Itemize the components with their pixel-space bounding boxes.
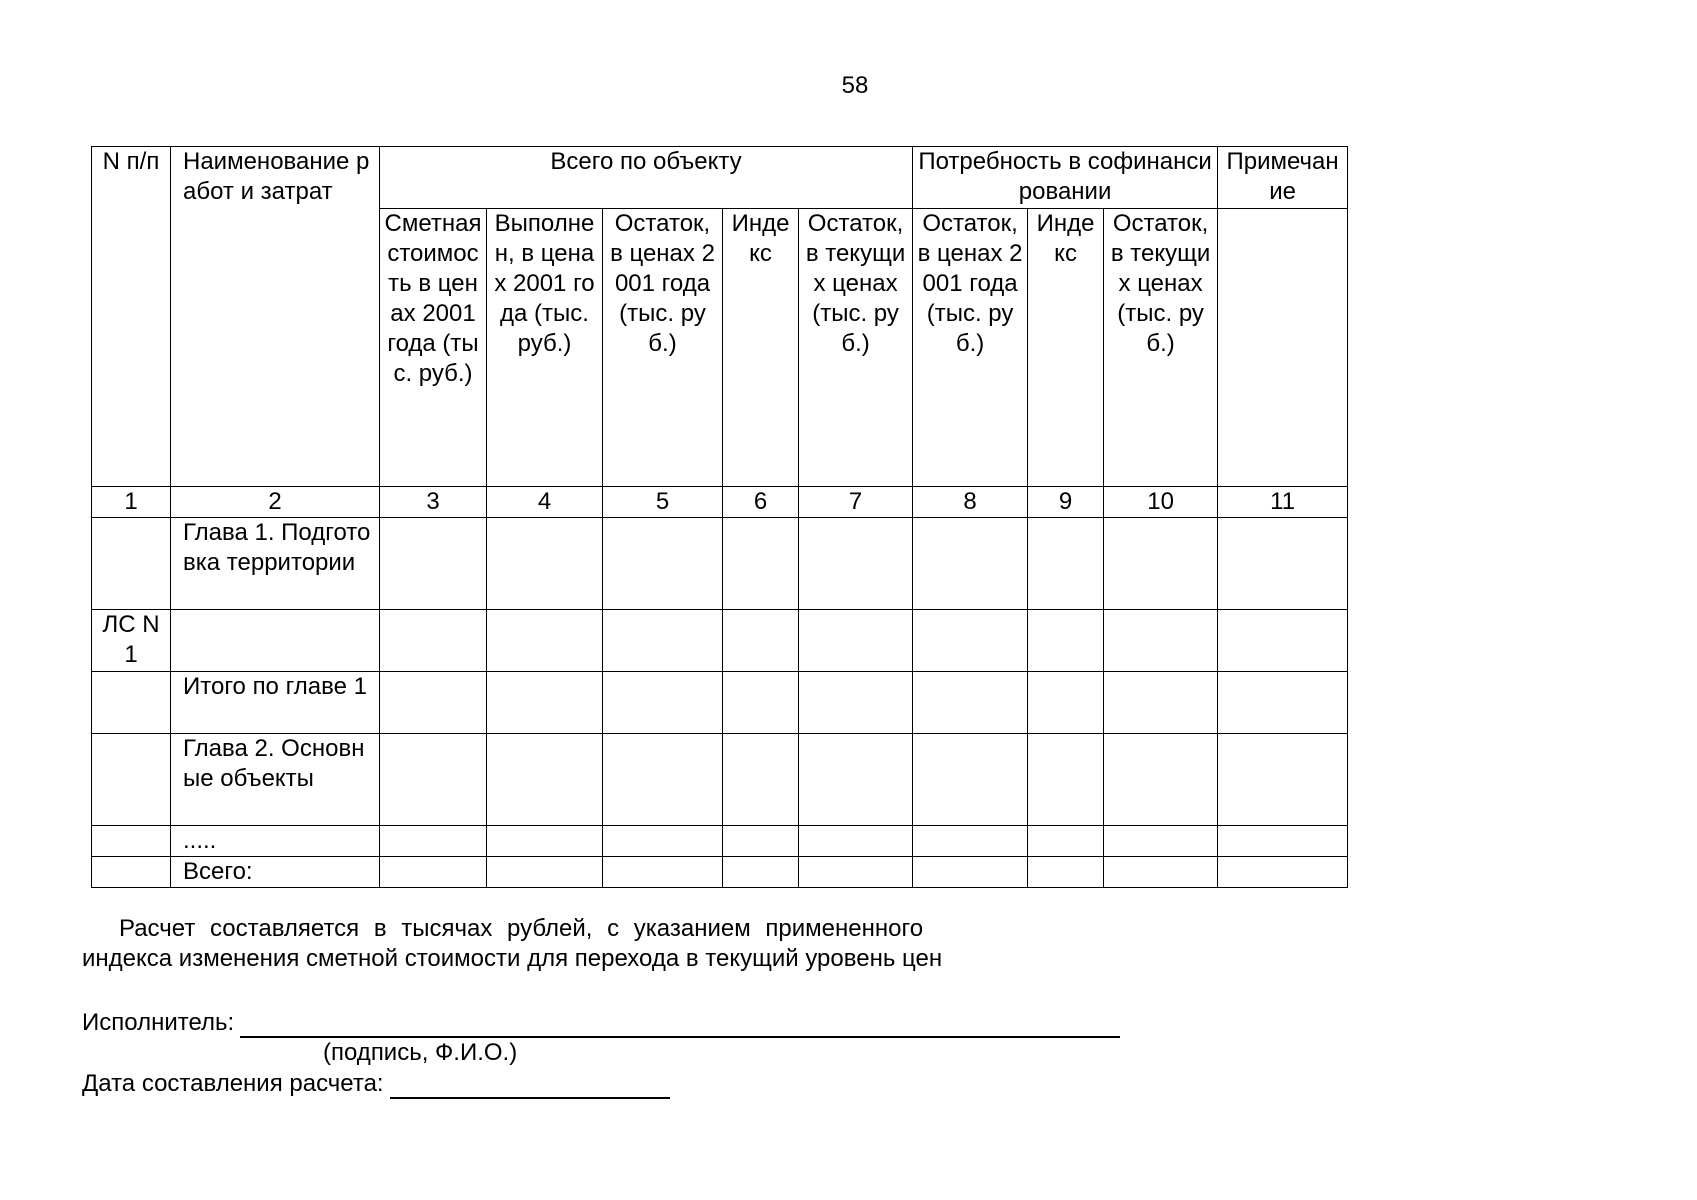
row-number xyxy=(92,857,171,888)
header-total-group: Всего по объекту xyxy=(380,147,913,209)
date-row xyxy=(82,1069,670,1099)
header-note: Примечание xyxy=(1218,147,1348,209)
executor-label: Исполнитель: xyxy=(82,1009,235,1036)
table-cell xyxy=(603,826,723,857)
table-cell xyxy=(487,518,603,610)
table-cell xyxy=(913,610,1028,672)
table-cell xyxy=(913,826,1028,857)
table-cell xyxy=(1028,826,1104,857)
table-cell xyxy=(799,826,913,857)
table-cell xyxy=(380,734,487,826)
table-cell xyxy=(723,518,799,610)
calculation-note xyxy=(82,914,942,974)
column-number: 9 xyxy=(1028,487,1104,518)
table-cell xyxy=(487,857,603,888)
note-line-1: Расчет составляется в тысячах рублей, с указанием примененного xyxy=(119,915,924,942)
table-row xyxy=(92,610,1348,672)
column-number: 10 xyxy=(1104,487,1218,518)
row-number xyxy=(92,672,171,734)
table-cell xyxy=(603,857,723,888)
table-cell xyxy=(913,672,1028,734)
table-cell xyxy=(1028,518,1104,610)
estimate-table xyxy=(91,146,1348,888)
table-cell xyxy=(913,518,1028,610)
table-row xyxy=(92,518,1348,610)
table-cell xyxy=(487,734,603,826)
date-label: Дата составления расчета: xyxy=(82,1070,384,1097)
table-cell xyxy=(1218,518,1348,610)
table-cell xyxy=(1218,826,1348,857)
table-cell xyxy=(723,672,799,734)
table-cell xyxy=(487,672,603,734)
table-cell xyxy=(1218,857,1348,888)
table-cell xyxy=(487,610,603,672)
column-number-row xyxy=(92,487,1348,518)
header-done-2001: Выполнен, в ценах 2001 года (тыс. руб.) xyxy=(487,209,603,487)
row-number xyxy=(92,518,171,610)
table-cell xyxy=(1104,734,1218,826)
table-cell xyxy=(603,610,723,672)
row-number xyxy=(92,734,171,826)
column-number: 2 xyxy=(171,487,380,518)
table-cell xyxy=(380,826,487,857)
column-number: 4 xyxy=(487,487,603,518)
row-name: Итого по главе 1 xyxy=(171,672,380,734)
table-cell xyxy=(913,734,1028,826)
executor-signature-line xyxy=(240,1012,1120,1038)
signature-hint: (подпись, Ф.И.О.) xyxy=(323,1039,518,1066)
table-row xyxy=(92,734,1348,826)
column-number: 1 xyxy=(92,487,171,518)
header-n-pp: N п/п xyxy=(92,147,171,487)
column-number: 3 xyxy=(380,487,487,518)
table-cell xyxy=(1218,610,1348,672)
table-cell xyxy=(603,734,723,826)
table-cell xyxy=(603,518,723,610)
header-index: Индекс xyxy=(723,209,799,487)
table-cell xyxy=(799,857,913,888)
table-cell xyxy=(799,518,913,610)
row-name: Глава 1. Подготовка территории xyxy=(171,518,380,610)
row-number: ЛС N 1 xyxy=(92,610,171,672)
table-cell xyxy=(1104,857,1218,888)
header-note-blank xyxy=(1218,209,1348,487)
table-cell xyxy=(799,734,913,826)
table-cell xyxy=(380,518,487,610)
column-number: 5 xyxy=(603,487,723,518)
table-cell xyxy=(1028,610,1104,672)
table-cell xyxy=(799,610,913,672)
header-cof-rest-2001: Остаток, в ценах 2001 года (тыс. руб.) xyxy=(913,209,1028,487)
row-name: Всего: xyxy=(171,857,380,888)
column-number: 11 xyxy=(1218,487,1348,518)
note-line-2: индекса изменения сметной стоимости для перехода в текущий уровень цен xyxy=(82,945,943,972)
table-cell xyxy=(380,857,487,888)
row-number xyxy=(92,826,171,857)
table-cell xyxy=(380,672,487,734)
table-row xyxy=(92,857,1348,888)
table-cell xyxy=(723,734,799,826)
column-number: 7 xyxy=(799,487,913,518)
table-cell xyxy=(1028,672,1104,734)
page-number: 58 xyxy=(841,72,869,99)
table-cell xyxy=(1218,672,1348,734)
table-cell xyxy=(913,857,1028,888)
row-name: ..... xyxy=(171,826,380,857)
column-number: 8 xyxy=(913,487,1028,518)
table-cell xyxy=(1104,672,1218,734)
table-cell xyxy=(1104,826,1218,857)
table-cell xyxy=(1218,734,1348,826)
table-cell xyxy=(723,857,799,888)
row-name: Глава 2. Основные объекты xyxy=(171,734,380,826)
row-name xyxy=(171,610,380,672)
header-name: Наименование работ и затрат xyxy=(171,147,380,487)
header-cof-index: Индекс xyxy=(1028,209,1104,487)
header-cofinance-group: Потребность в софинансировании xyxy=(913,147,1218,209)
table-cell xyxy=(487,826,603,857)
table-cell xyxy=(1104,518,1218,610)
executor-row xyxy=(82,1008,1120,1038)
header-estimate-2001: Сметная стоимость в ценах 2001 года (тыс. руб.) xyxy=(380,209,487,487)
header-cof-rest-current: Остаток, в текущих ценах (тыс. руб.) xyxy=(1104,209,1218,487)
table-cell xyxy=(723,826,799,857)
table-cell xyxy=(1028,734,1104,826)
column-number: 6 xyxy=(723,487,799,518)
date-line xyxy=(390,1073,670,1099)
table-row xyxy=(92,826,1348,857)
table-row xyxy=(92,672,1348,734)
header-rest-current: Остаток, в текущих ценах (тыс. руб.) xyxy=(799,209,913,487)
table-cell xyxy=(1028,857,1104,888)
table-cell xyxy=(723,610,799,672)
table-cell xyxy=(380,610,487,672)
header-rest-2001: Остаток, в ценах 2001 года (тыс. руб.) xyxy=(603,209,723,487)
table-cell xyxy=(1104,610,1218,672)
table-cell xyxy=(603,672,723,734)
table-cell xyxy=(799,672,913,734)
